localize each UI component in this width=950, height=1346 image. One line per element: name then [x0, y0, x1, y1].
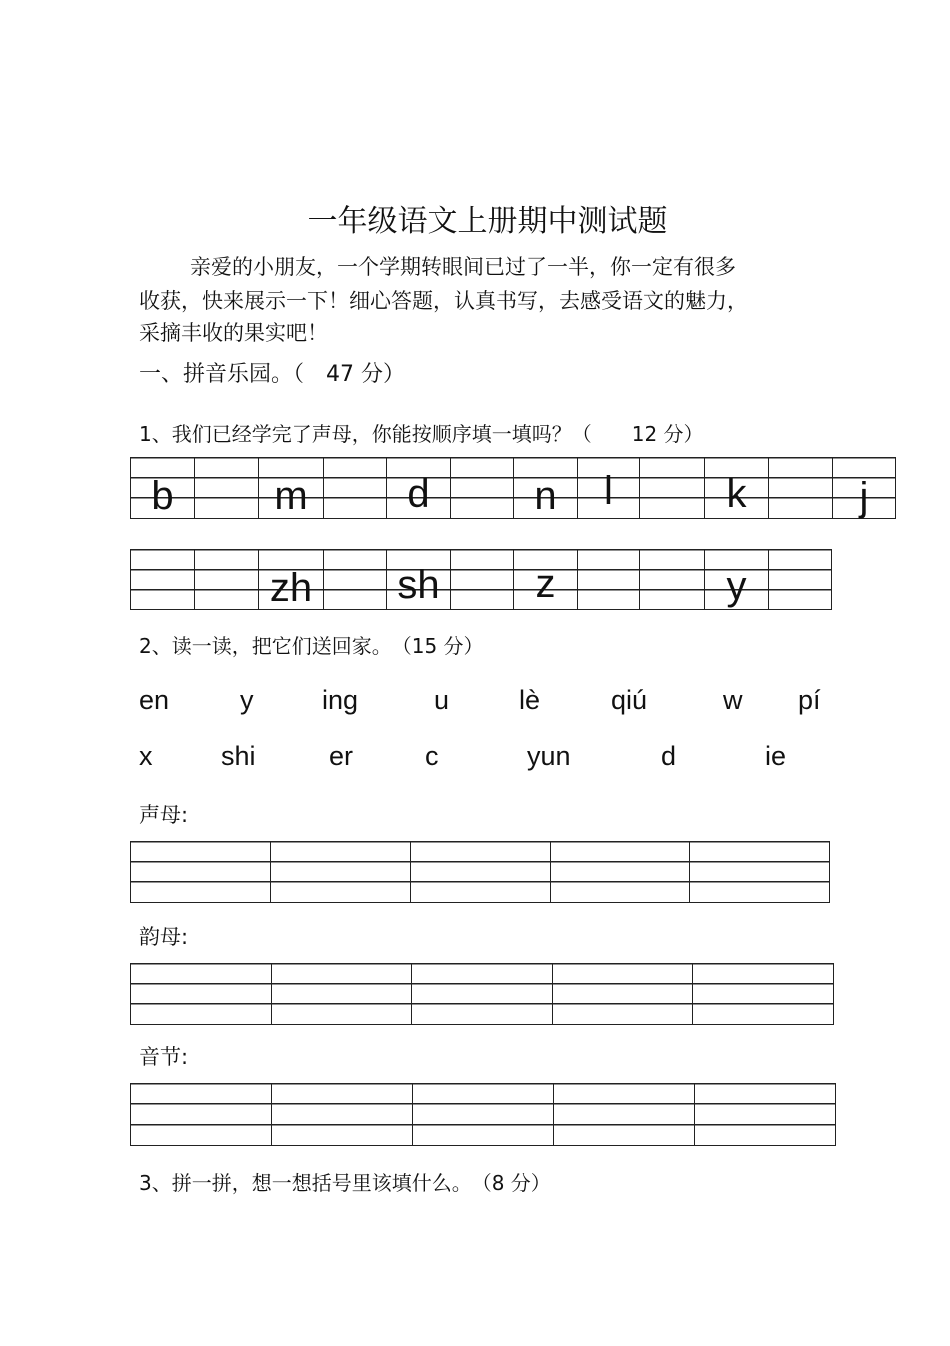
- yinjie-label: 音节:: [139, 1045, 189, 1069]
- grid-cell[interactable]: [689, 841, 829, 903]
- pinyin-word: ing: [322, 685, 359, 715]
- grid-cell[interactable]: [768, 457, 832, 519]
- grid-cell[interactable]: [450, 457, 513, 519]
- initials-grid-row-1: [130, 457, 896, 519]
- pinyin-word: lè: [519, 685, 541, 715]
- grid-cell[interactable]: [386, 549, 450, 610]
- letter: sh: [397, 563, 440, 607]
- grid-cell[interactable]: [271, 963, 411, 1025]
- grid-cell[interactable]: [694, 1083, 835, 1146]
- section-1-heading: 一、拼音乐园。（ 47 分）: [139, 362, 405, 387]
- shengmu-label: 声母:: [139, 803, 189, 827]
- grid-cell[interactable]: [550, 841, 689, 903]
- pinyin-word: yun: [527, 741, 571, 771]
- initials-grid-row-2: [130, 549, 832, 610]
- grid-cell[interactable]: [639, 549, 704, 610]
- grid-cell[interactable]: [513, 457, 577, 519]
- grid-cell[interactable]: [411, 963, 552, 1025]
- grid-cell[interactable]: [704, 549, 768, 610]
- letter: z: [535, 562, 556, 606]
- grid-cell[interactable]: [639, 457, 704, 519]
- grid-cell[interactable]: [271, 1083, 412, 1146]
- grid-cell[interactable]: [577, 457, 639, 519]
- grid-cell[interactable]: [323, 457, 386, 519]
- grid-cell[interactable]: [577, 549, 639, 610]
- pinyin-word: w: [723, 685, 743, 715]
- grid-cell[interactable]: [130, 457, 194, 519]
- pinyin-word: y: [240, 685, 254, 715]
- grid-cell[interactable]: [130, 841, 270, 903]
- yunmu-label: 韵母:: [139, 925, 189, 949]
- grid-cell[interactable]: [194, 549, 258, 610]
- grid-cell[interactable]: [553, 1083, 694, 1146]
- grid-cell[interactable]: [450, 549, 513, 610]
- grid-cell[interactable]: [704, 457, 768, 519]
- pinyin-word: qiú: [611, 685, 648, 715]
- intro-line-2: 收获，快来展示一下！细心答题，认真书写，去感受语文的魅力，: [139, 289, 748, 313]
- page-title: 一年级语文上册期中测试题: [307, 204, 668, 239]
- grid-cell[interactable]: [692, 963, 833, 1025]
- letter: n: [534, 474, 557, 518]
- grid-cell[interactable]: [513, 549, 577, 610]
- pinyin-word: ie: [765, 741, 787, 771]
- grid-cell[interactable]: [410, 841, 550, 903]
- grid-cell[interactable]: [130, 549, 194, 610]
- grid-cell[interactable]: [323, 549, 386, 610]
- pinyin-word: shi: [221, 741, 256, 771]
- letter: b: [151, 474, 174, 518]
- grid-cell[interactable]: [832, 457, 895, 519]
- pinyin-word: c: [425, 741, 439, 771]
- intro-line-1: 亲爱的小朋友，一个学期转眼间已过了一半，你一定有很多: [190, 255, 736, 279]
- grid-cell[interactable]: [258, 549, 323, 610]
- pinyin-word: u: [434, 685, 450, 715]
- grid-cell[interactable]: [768, 549, 831, 610]
- pinyin-word: en: [139, 685, 170, 715]
- letter: k: [726, 472, 747, 516]
- letter: l: [604, 469, 613, 513]
- question-1-text: 1、我们已经学完了声母，你能按顺序填一填吗？（ 12 分）: [139, 422, 704, 446]
- yunmu-grid: [130, 963, 834, 1025]
- letter: m: [274, 474, 308, 518]
- pinyin-word: pí: [798, 685, 821, 715]
- pinyin-word: d: [661, 741, 677, 771]
- letter: zh: [269, 566, 313, 610]
- grid-cell[interactable]: [386, 457, 450, 519]
- grid-cell[interactable]: [412, 1083, 553, 1146]
- grid-cell[interactable]: [130, 1083, 271, 1146]
- letter: y: [726, 564, 747, 608]
- grid-cell[interactable]: [194, 457, 258, 519]
- letter: j: [859, 475, 869, 519]
- pinyin-word: x: [139, 741, 153, 771]
- question-2-text: 2、读一读，把它们送回家。 （15 分）: [139, 634, 484, 658]
- intro-line-3: 采摘丰收的果实吧！: [139, 321, 328, 345]
- grid-cell[interactable]: [552, 963, 692, 1025]
- shengmu-grid: [130, 841, 830, 903]
- pinyin-word: er: [329, 741, 354, 771]
- question-3-text: 3、拼一拼，想一想括号里该填什么。 （8 分）: [139, 1171, 551, 1195]
- letter: d: [407, 472, 430, 516]
- yinjie-grid: [130, 1083, 836, 1146]
- grid-cell[interactable]: [258, 457, 323, 519]
- grid-cell[interactable]: [130, 963, 271, 1025]
- grid-cell[interactable]: [270, 841, 410, 903]
